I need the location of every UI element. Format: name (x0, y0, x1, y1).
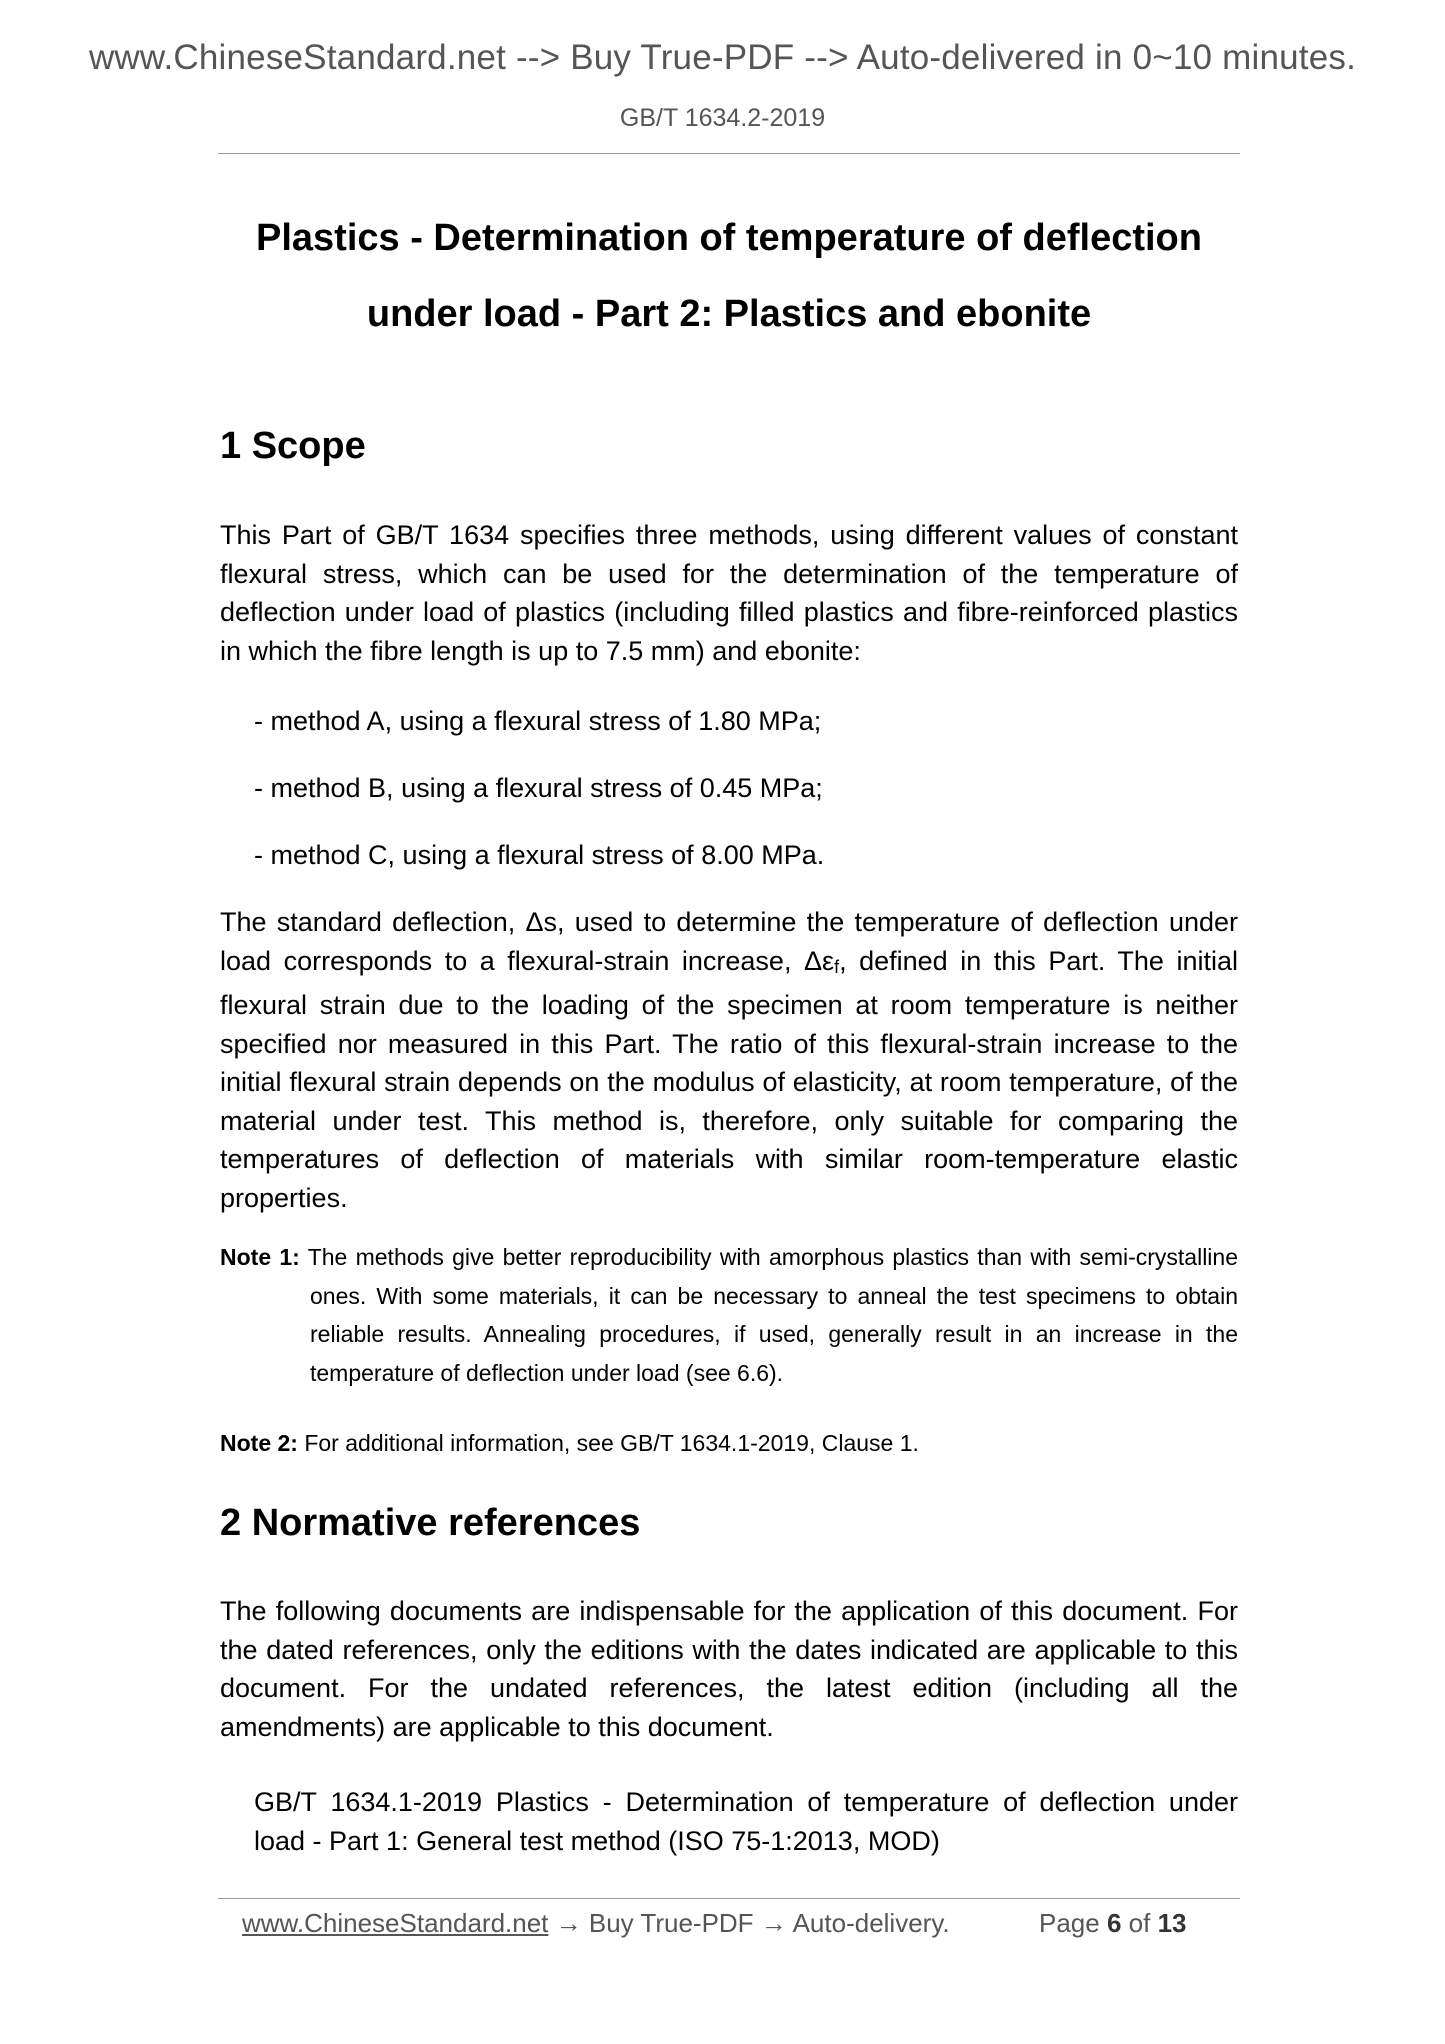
arrow-icon: → (753, 1908, 793, 1938)
total-pages-number: 13 (1157, 1908, 1187, 1938)
note-2-text: For additional information, see GB/T 1634.1-2019, Clause 1. (297, 1430, 919, 1456)
note-1 (220, 1238, 1238, 1392)
page-footer (242, 1908, 1187, 1939)
footer-divider (218, 1898, 1240, 1899)
footer-buy-text: Buy True-PDF (588, 1908, 754, 1938)
note-2-label: Note 2: (220, 1430, 298, 1456)
footer-site-link[interactable]: www.ChineseStandard.net (242, 1908, 549, 1938)
note-1-text: The methods give better reproducibility with amorphous plastics than with semi-crystalline ones. With some materials, it can be necessary to anneal the test specimens to obtain reliable results. Annealing procedures, if used, generally result in an increase in the temperature of deflection under load (see 6.6). (299, 1244, 1238, 1386)
standard-deflection-paragraph (220, 903, 1238, 1217)
current-page-number: 6 (1106, 1908, 1122, 1938)
section-heading-normative-references: 2 Normative references (220, 1502, 641, 1544)
scope-intro-paragraph: This Part of GB/T 1634 specifies three methods, using different values of constant flexural stress, which can be used for the determination of the temperature of deflection under load of plastics (including filled plastics and fibre-reinforced plastics in which the fibre length is up to 7.5 mm) and ebonite: (220, 520, 1238, 666)
arrow-icon: → (548, 1908, 589, 1938)
method-b-item: - method B, using a flexural stress of 0.45 MPa; (254, 773, 823, 803)
of-word: of (1128, 1908, 1151, 1938)
note-1-label: Note 1: (220, 1244, 300, 1270)
subscript-f: f (834, 956, 840, 977)
method-c-item: - method C, using a flexural stress of 8.00 MPa. (254, 840, 825, 870)
normative-references-intro: The following documents are indispensable for the application of this document. For the dated references, only the editions with the dates indicated are applicable to this document. For the undated references, the latest edition (including all the amendments) are applicable to this document. (220, 1596, 1238, 1742)
reference-item-gbt-1634-1: GB/T 1634.1-2019 Plastics - Determination of temperature of deflection under load - Part 1: General test method (ISO 75-1:2013, MOD) (254, 1787, 1238, 1856)
paragraph-text-b: , defined in this Part. The initial flexural strain due to the loading of the specimen at room temperature is neither specified nor measured in this Part. The ratio of this flexural-strain increase to the initial flexural strain depends on the modulus of elasticity, at room temperature, of the material under test. This method is, therefore, only suitable for comparing the temperatures of deflection of materials with similar room-temperature elastic properties. (220, 945, 1238, 1213)
page-indicator (1039, 1908, 1187, 1939)
note-2 (220, 1424, 1238, 1463)
method-a-item: - method A, using a flexural stress of 1.80 MPa; (254, 706, 822, 736)
site-banner: www.ChineseStandard.net --> Buy True-PDF --> Auto-delivered in 0~10 minutes. (88, 38, 1357, 77)
standard-code: GB/T 1634.2-2019 (619, 104, 826, 132)
footer-delivery-text: Auto-delivery. (792, 1908, 950, 1938)
page-word: Page (1039, 1908, 1100, 1938)
section-heading-scope: 1 Scope (220, 425, 366, 467)
title-line-1: Plastics - Determination of temperature of deflection (256, 217, 1202, 259)
title-line-2: under load - Part 2: Plastics and ebonite (366, 293, 1092, 335)
header-divider (218, 153, 1240, 154)
paragraph-text-a: The standard deflection, Δs, used to determine the temperature of deflection under load corresponds to a flexural-strain increase, Δε (220, 907, 1238, 976)
document-title (218, 200, 1240, 352)
